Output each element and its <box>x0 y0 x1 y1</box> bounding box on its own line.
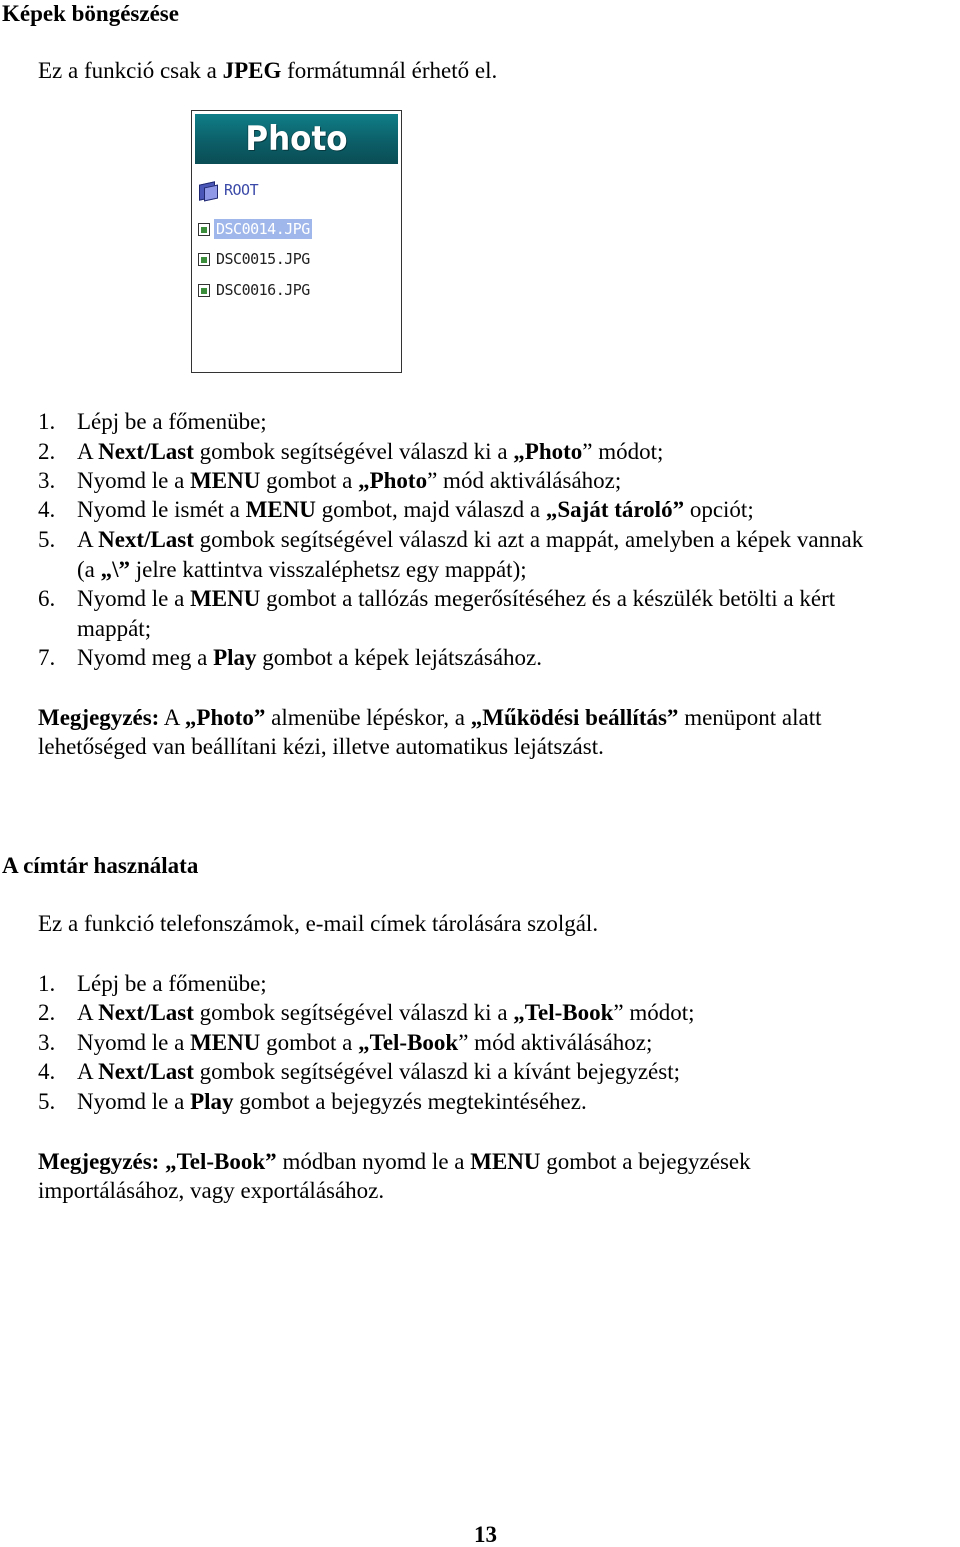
photo-screen-header <box>195 114 398 164</box>
section-title-directory: A címtár használata <box>2 853 199 878</box>
note-directory-continued: importálásához, vagy exportálásához. <box>38 1178 385 1203</box>
note-photo-continued: lehetőséged van beállítani kézi, illetve automatikus lejátszást. <box>38 734 604 759</box>
file-list-item-root[interactable] <box>198 179 260 201</box>
step-number: 1. <box>38 971 56 996</box>
step-text-continued: mappát; <box>77 616 152 641</box>
note-directory: Megjegyzés: „Tel-Book” módban nyomd le a MENU gombot a bejegyzések <box>38 1149 751 1174</box>
step-number: 5. <box>38 1089 56 1114</box>
intro-bold: JPEG <box>222 58 282 83</box>
step-text: Nyomd le a Play gombot a bejegyzés megtekintéséhez. <box>77 1089 587 1114</box>
intro-text-end: formátumnál érhető el. <box>281 58 498 83</box>
step-text: Nyomd le a MENU gombot a tallózás megerősítéséhez és a készülék betölti a kért <box>77 586 836 611</box>
step-number: 5. <box>38 527 56 552</box>
step-text: Lépj be a főmenübe; <box>77 409 267 434</box>
photo-screen-title: Photo <box>245 119 348 159</box>
step-number: 3. <box>38 468 56 493</box>
step-text: A Next/Last gombok segítségével válaszd ki a kívánt bejegyzést; <box>77 1059 680 1084</box>
step-number: 2. <box>38 1000 56 1025</box>
step-text: Nyomd le a MENU gombot a „Tel-Book” mód aktiválásához; <box>77 1030 653 1055</box>
step-text: Nyomd le a MENU gombot a „Photo” mód aktiválásához; <box>77 468 622 493</box>
note-photo: Megjegyzés: A „Photo” almenübe lépéskor, a „Működési beállítás” menüpont alatt <box>38 705 822 730</box>
image-file-icon <box>198 223 210 236</box>
section-intro-directory: Ez a funkció telefonszámok, e-mail címek tárolására szolgál. <box>38 911 599 936</box>
step-text: A Next/Last gombok segítségével válaszd ki a „Photo” módot; <box>77 439 664 464</box>
section-title-photo-browsing: Képek böngészése <box>2 1 179 26</box>
step-text: Nyomd meg a Play gombot a képek lejátszásához. <box>77 645 542 670</box>
file-list-item-dsc0016[interactable] <box>198 279 312 301</box>
step-number: 4. <box>38 497 56 522</box>
image-file-icon <box>198 284 210 297</box>
step-text: A Next/Last gombok segítségével válaszd ki a „Tel-Book” módot; <box>77 1000 695 1025</box>
step-number: 1. <box>38 409 56 434</box>
step-number: 7. <box>38 645 56 670</box>
folder-icon <box>198 181 218 199</box>
photo-device-screen <box>191 110 402 373</box>
step-text: Nyomd le ismét a MENU gombot, majd válaszd a „Saját tároló” opciót; <box>77 497 754 522</box>
page-number: 13 <box>474 1522 497 1547</box>
file-label: DSC0015.JPG <box>216 250 310 268</box>
intro-text: Ez a funkció csak a <box>38 58 223 83</box>
file-list-item-dsc0014[interactable] <box>198 218 312 240</box>
image-file-icon <box>198 253 210 266</box>
file-label: DSC0014.JPG <box>216 220 310 238</box>
step-number: 3. <box>38 1030 56 1055</box>
section-intro-photo <box>38 59 497 82</box>
step-number: 2. <box>38 439 56 464</box>
step-text: Lépj be a főmenübe; <box>77 971 267 996</box>
step-number: 4. <box>38 1059 56 1084</box>
file-label: ROOT <box>224 181 259 199</box>
step-number: 6. <box>38 586 56 611</box>
step-text: A Next/Last gombok segítségével válaszd ki azt a mappát, amelyben a képek vannak <box>77 527 864 552</box>
file-list-item-dsc0015[interactable] <box>198 248 312 270</box>
step-text-continued: (a „\” jelre kattintva visszaléphetsz egy mappát); <box>77 557 527 582</box>
file-label: DSC0016.JPG <box>216 281 310 299</box>
